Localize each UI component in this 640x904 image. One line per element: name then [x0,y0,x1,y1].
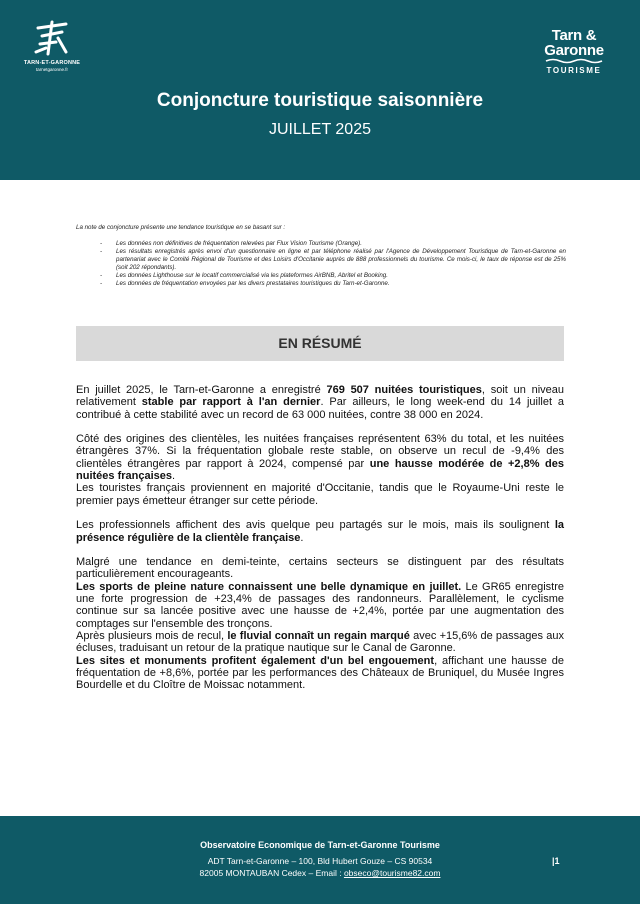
tarn-garonne-tourisme-logo[interactable] [528,28,620,75]
page-number: |1 [552,856,560,866]
logo-left-url: tarnetgaronne.fr [35,67,69,72]
page-title: Conjoncture touristique saisonnière [156,90,484,111]
logo-left-name: TARN-ET-GARONNE [23,60,81,66]
paragraph: Les professionnels affichent des avis quelque peu partagés sur le mois, mais ils soulignent la présence régulière de la clientèle française. [76,519,564,544]
footer-address: ADT Tarn-et-Garonne – 100, Bld Hubert Gouze – CS 90534 [207,856,433,866]
department-emblem-icon [32,18,72,58]
tarn-et-garonne-logo[interactable] [22,18,82,72]
paragraph: Après plusieurs mois de recul, le fluvial connaît un regain marqué avec +15,6% de passages aux écluses, traduisant un retour de la pratique nautique sur le Canal de Garonne. [76,629,564,655]
list-item-text: Les résultats enregistrés après envoi d'un questionnaire en ligne et par téléphone réalisé par l'Agence de Développement Touristique de Tarn-et-Garonne en partenariat avec le Comité Régional de Tourisme et des Loisirs d'Occitanie auprès de 888 professionnels du tourisme. Ce mois-ci, le taux de réponse est de 25% (soit 202 répondants). [116,248,566,271]
list-item: - Les données non définitives de fréquentation relevées par Flux Vision Tourisme (Orange). [100,240,362,247]
paragraph: Les sites et monuments profitent également d'un bel engouement, affichant une hausse de fréquentation de +8,6%, portée par les performances des Châteaux de Bruniquel, du Musée Ingres Bourdelle et du Cloître de Moissac notamment. [76,654,564,692]
footer-org: Observatoire Economique de Tarn-et-Garonne Tourisme [200,840,440,850]
paragraph: Les sports de pleine nature connaissent une belle dynamique en juillet. Le GR65 enregistre une forte progression de +23,4% de passages des randonneurs. Parallèlement, le cyclisme continue sur sa lancée positive avec une hausse de +2,4%, portée par une augmentation des comptages sur l'ensemble des tronçons. [76,580,564,630]
list-item-text: Les données de fréquentation envoyées par les divers prestataires touristiques du Tarn-et-Garonne. [116,280,390,287]
paragraph: Malgré une tendance en demi-teinte, certains secteurs se distinguent par des résultats particulièrement encourageants. [76,556,564,581]
list-item: - Les données Lighthouse sur le locatif commercialisé via les plateformes AirBNB, Abritel et Booking. [100,272,388,279]
list-item: - Les résultats enregistrés après envoi d'un questionnaire en ligne et par téléphone réalisé par l'Agence de Développement Touristique de Tarn-et-Garonne en partenariat avec le Comité Régional de Tourisme et des Loisirs d'Occitanie auprès de 888 professionnels du tourisme. Ce mois-ci, le taux de réponse est de 25% (soit 202 répondants). [100,248,566,271]
logo-right-line3: TOURISME [546,66,602,75]
list-item-text: Les données Lighthouse sur le locatif commercialisé via les plateformes AirBNB, Abritel et Booking. [116,272,388,279]
email-link[interactable]: obseco@tourisme82.com [343,868,441,878]
footer-contact: 82005 MONTAUBAN Cedex – Email : obseco@tourisme82.com [199,868,441,878]
footer [0,816,640,904]
logo-right-line2: Garonne [544,42,604,59]
paragraph: Les touristes français proviennent en majorité d'Occitanie, tandis que le Royaume-Uni reste le premier pays émetteur étranger sur cette période. [76,482,564,507]
list-item: - Les données de fréquentation envoyées par les divers prestataires touristiques du Tarn-et-Garonne. [100,280,390,287]
logo-right-line1: Tarn & [551,27,597,44]
summary-body [76,384,564,691]
paragraph: En juillet 2025, le Tarn-et-Garonne a enregistré 769 507 nuitées touristiques, soit un niveau relativement stable par rapport à l'an dernier. Par ailleurs, le long week-end du 14 juillet a contribué à cette stabilité avec un record de 63 000 nuitées, contre 38 000 en 2024. [76,384,564,421]
list-item-text: Les données non définitives de fréquentation relevées par Flux Vision Tourisme (Orange). [116,240,362,247]
sources-list [100,240,566,288]
page-subtitle: JUILLET 2025 [269,121,371,138]
header-banner [0,0,640,180]
summary-heading: EN RÉSUMÉ [76,326,564,361]
intro-lead: La note de conjoncture présente une tendance touristique en se basant sur : [76,224,286,231]
paragraph: Côté des origines des clientèles, les nuitées françaises représentent 63% du total, et les nuitées étrangères 37%. Si la fréquentation globale reste stable, on observe un recul de -9,4% des clientèles étrangères par rapport à 2024, compensé par une hausse modérée de +2,8% des nuitées françaises. [76,433,564,483]
